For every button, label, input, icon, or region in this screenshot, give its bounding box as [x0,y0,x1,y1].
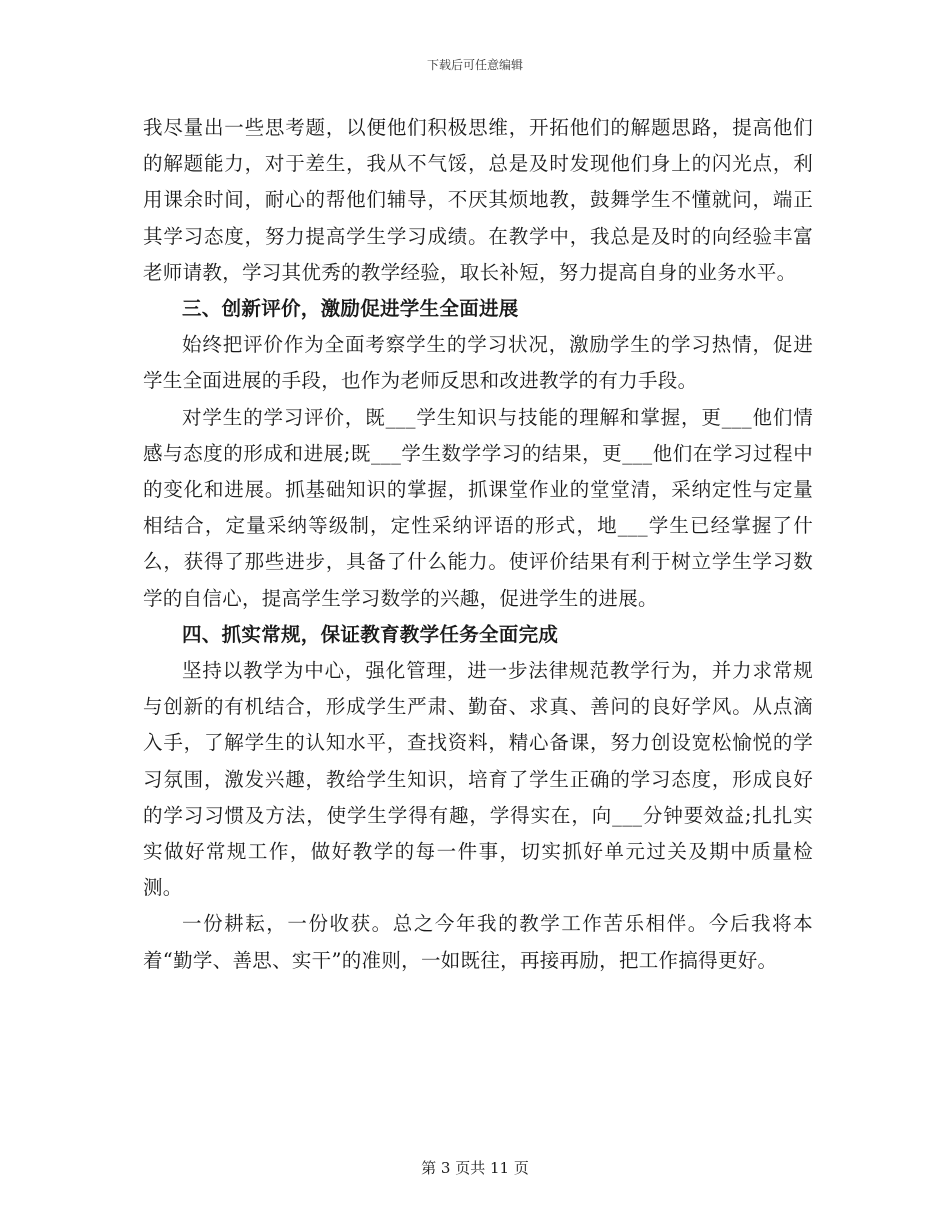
paragraph-routine-work: 坚持以教学为中心，强化管理，进一步法律规范教学行为，并力求常规与创新的有机结合，形成学生严肃、勤奋、求真、善问的良好学风。从点滴入手，了解学生的认知水平，查找资料，精心备课，努力创设宽松愉悦的学习氛围，激发兴趣，教给学生知识，培育了学生正确的学习态度，形成良好的学习习惯及方法，使学生学得有趣，学得实在，向___分钟要效益;扎扎实实做好常规工作，做好教学的每一件事，切实抓好单元过关及期中质量检测。 [143,659,813,900]
page-number: 第 3 页共 11 页 [421,1159,529,1177]
section-heading-4: 四、抓实常规，保证教育教学任务全面完成 [182,622,559,646]
section-heading-3: 三、创新评价，激励促进学生全面进展 [182,297,519,321]
paragraph-conclusion: 一份耕耘，一份收获。总之今年我的教学工作苦乐相伴。今后我将本着“勤学、善思、实干”的准则，一如既往，再接再励，把工作搞得更好。 [143,912,813,972]
header-note: 下载后可任意编辑 [426,58,523,72]
paragraph-evaluation-intro: 始终把评价作为全面考察学生的学习状况，激励学生的学习热情，促进学生全面进展的手段，也作为老师反思和改进教学的有力手段。 [143,333,813,393]
paragraph-evaluation-detail: 对学生的学习评价，既___学生知识与技能的理解和掌握，更___他们情感与态度的形成和进展;既___学生数学学习的结果，更___他们在学习过程中的变化和进展。抓基础知识的掌握，抓课堂作业的堂堂清，采纳定性与定量相结合，定量采纳等级制，定性采纳评语的形式，地___学生已经掌握了什么，获得了那些进步，具备了什么能力。使评价结果有利于树立学生学习数学的自信心，提高学生学习数学的兴趣，促进学生的进展。 [143,405,813,610]
document-body [143,110,813,979]
paragraph-continued: 我尽量出一些思考题，以便他们积极思维，开拓他们的解题思路，提高他们的解题能力，对于差生，我从不气馁，总是及时发现他们身上的闪光点，利用课余时间，耐心的帮他们辅导，不厌其烦地教，鼓舞学生不懂就问，端正其学习态度，努力提高学生学习成绩。在教学中，我总是及时的向经验丰富老师请教，学习其优秀的教学经验，取长补短，努力提高自身的业务水平。 [143,116,813,284]
